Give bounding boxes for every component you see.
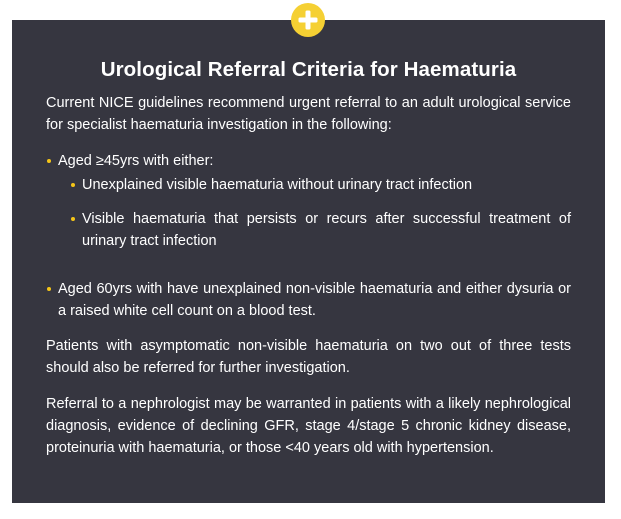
criteria-subitem: Unexplained visible haematuria without urinary tract infection [58,174,571,196]
card-title: Urological Referral Criteria for Haematuria [100,58,517,81]
plus-badge [291,3,325,37]
criteria-item-age-45 [46,150,571,252]
plus-icon [291,3,325,37]
asymptomatic-paragraph: Patients with asymptomatic non-visible haematuria on two out of three tests should also be referred for further investigation. [46,338,571,376]
criteria-item-age-60 [46,278,571,322]
criteria-list [46,150,571,322]
referral-criteria-card [12,20,605,503]
criteria-subitem: Visible haematuria that persists or recurs after successful treatment of urinary tract infection [58,208,571,252]
criteria-item-text: Aged 60yrs with have unexplained non-visible haematuria and either dysuria or a raised white cell count on a blood test. [58,281,571,319]
criteria-sublist [58,174,571,252]
intro-paragraph: Current NICE guidelines recommend urgent referral to an adult urological service for specialist haematuria investigation in the following: [46,95,571,133]
criteria-item-text: Aged ≥45yrs with either: [58,153,214,169]
nephrology-paragraph: Referral to a nephrologist may be warranted in patients with a likely nephrological diagnosis, evidence of declining GFR, stage 4/stage 5 chronic kidney disease, proteinuria with haematuria, or those <40 years old with hypertension. [46,396,571,456]
